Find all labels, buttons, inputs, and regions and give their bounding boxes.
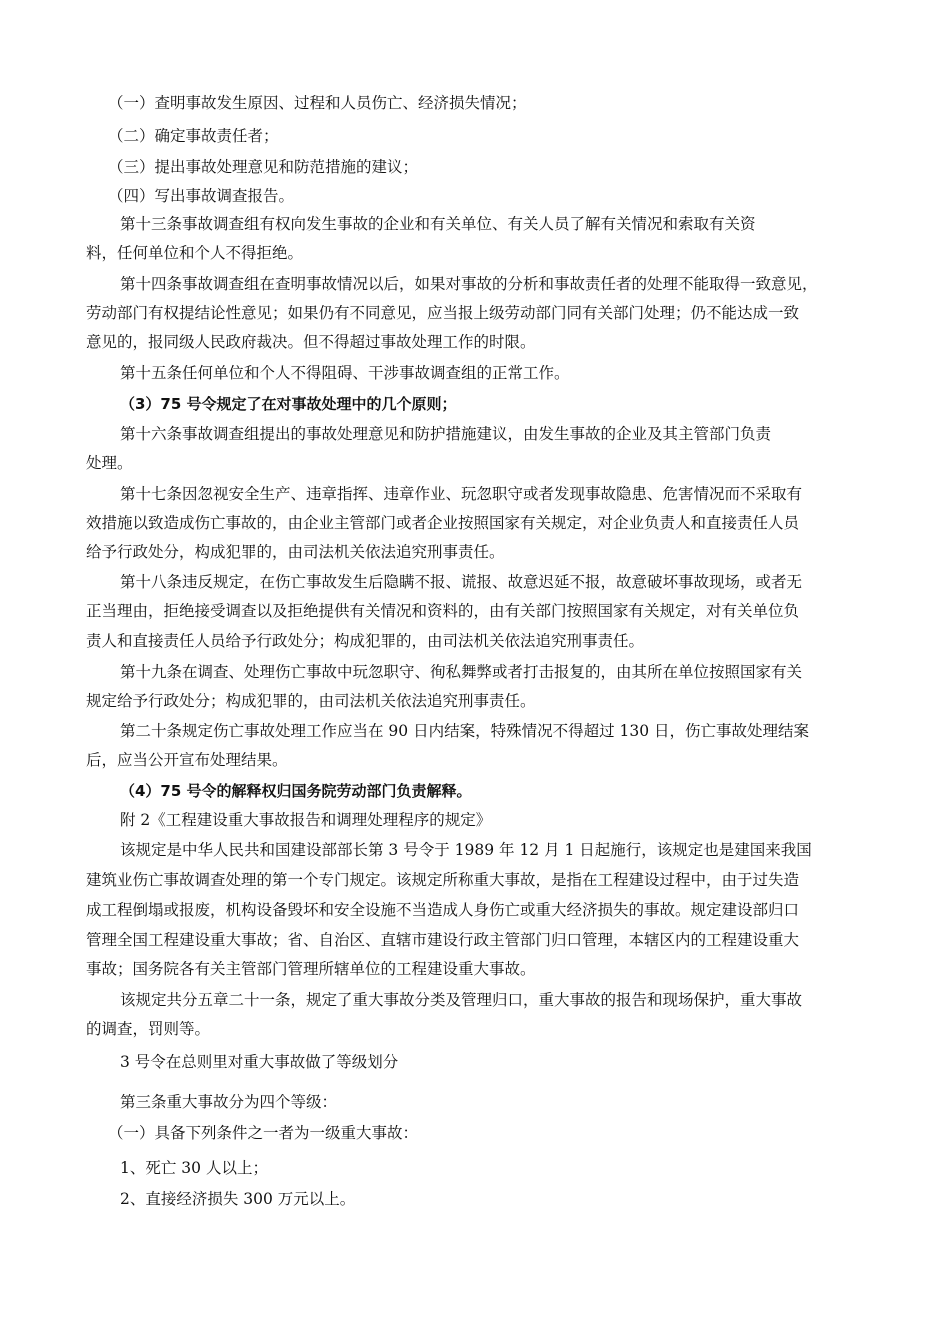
paragraph-line: 该规定是中华人民共和国建设部部长第 3 号令于 1989 年 12 月 1 日起施行，该规定也是建国来我国 — [120, 841, 812, 859]
paragraph-line: 第十七条因忽视安全生产、违章指挥、违章作业、玩忽职守或者发现事故隐患、危害情况而不采取有 — [120, 485, 803, 503]
paragraph-line: （三）提出事故处理意见和防范措施的建议； — [108, 158, 419, 176]
paragraph-line: 成工程倒塌或报废，机构设备毁坏和安全设施不当造成人身伤亡或重大经济损失的事故。规定建设部归口 — [86, 901, 800, 919]
paragraph-line: （一）查明事故发生原因、过程和人员伤亡、经济损失情况； — [108, 94, 527, 112]
paragraph-line: 责人和直接责任人员给予行政处分；构成犯罪的，由司法机关依法追究刑事责任。 — [86, 632, 645, 650]
paragraph-line: 劳动部门有权提结论性意见；如果仍有不同意见，应当报上级劳动部门同有关部门处理；仍不能达成一致 — [86, 304, 800, 322]
paragraph-line: 3 号令在总则里对重大事故做了等级划分 — [120, 1053, 399, 1071]
paragraph-line: 效措施以致造成伤亡事故的，由企业主管部门或者企业按照国家有关规定，对企业负责人和直接责任人员 — [86, 514, 800, 532]
paragraph-line: （四）写出事故调查报告。 — [108, 187, 295, 205]
paragraph-line: 第三条重大事故分为四个等级： — [120, 1093, 338, 1111]
paragraph-line: 事故；国务院各有关主管部门管理所辖单位的工程建设重大事故。 — [86, 960, 536, 978]
section-heading: （4）75 号令的解释权归国务院劳动部门负责解释。 — [120, 782, 472, 800]
paragraph-line: 建筑业伤亡事故调查处理的第一个专门规定。该规定所称重大事故，是指在工程建设过程中，由于过失造 — [86, 871, 800, 889]
paragraph-line: 给予行政处分，构成犯罪的，由司法机关依法追究刑事责任。 — [86, 543, 505, 561]
paragraph-line: 第十四条事故调查组在查明事故情况以后，如果对事故的分析和事故责任者的处理不能取得一致意见， — [120, 275, 818, 293]
paragraph-line: 料，任何单位和个人不得拒绝。 — [86, 244, 304, 262]
paragraph-line: （二）确定事故责任者； — [108, 127, 279, 145]
list-item: 2、直接经济损失 300 万元以上。 — [120, 1190, 356, 1208]
paragraph-line: 第十三条事故调查组有权向发生事故的企业和有关单位、有关人员了解有关情况和索取有关资 — [120, 215, 756, 233]
paragraph-line: 后，应当公开宣布处理结果。 — [86, 751, 288, 769]
paragraph-line: （一）具备下列条件之一者为一级重大事故： — [108, 1124, 419, 1142]
paragraph-line: 第十五条任何单位和个人不得阻碍、干涉事故调查组的正常工作。 — [120, 364, 570, 382]
paragraph-line: 处理。 — [86, 454, 133, 472]
section-heading: （3）75 号令规定了在对事故处理中的几个原则； — [120, 395, 457, 413]
paragraph-line: 规定给予行政处分；构成犯罪的，由司法机关依法追究刑事责任。 — [86, 692, 536, 710]
paragraph-line: 正当理由，拒绝接受调查以及拒绝提供有关情况和资料的，由有关部门按照国家有关规定，对有关单位负 — [86, 602, 800, 620]
paragraph-line: 第十八条违反规定，在伤亡事故发生后隐瞒不报、谎报、故意迟延不报，故意破坏事故现场，或者无 — [120, 573, 803, 591]
paragraph-line: 第十六条事故调查组提出的事故处理意见和防护措施建议，由发生事故的企业及其主管部门负责 — [120, 425, 772, 443]
paragraph-line: 意见的，报同级人民政府裁决。但不得超过事故处理工作的时限。 — [86, 333, 536, 351]
paragraph-line: 该规定共分五章二十一条，规定了重大事故分类及管理归口，重大事故的报告和现场保护，重大事故 — [120, 991, 803, 1009]
paragraph-line: 的调查，罚则等。 — [86, 1020, 211, 1038]
appendix-title: 附 2《工程建设重大事故报告和调理处理程序的规定》 — [120, 811, 492, 829]
list-item: 1、死亡 30 人以上； — [120, 1159, 268, 1177]
paragraph-line: 第二十条规定伤亡事故处理工作应当在 90 日内结案，特殊情况不得超过 130 日，伤亡事故处理结案 — [120, 722, 810, 740]
paragraph-line: 第十九条在调查、处理伤亡事故中玩忽职守、徇私舞弊或者打击报复的，由其所在单位按照国家有关 — [120, 663, 803, 681]
paragraph-line: 管理全国工程建设重大事故；省、自治区、直辖市建设行政主管部门归口管理，本辖区内的工程建设重大 — [86, 931, 800, 949]
